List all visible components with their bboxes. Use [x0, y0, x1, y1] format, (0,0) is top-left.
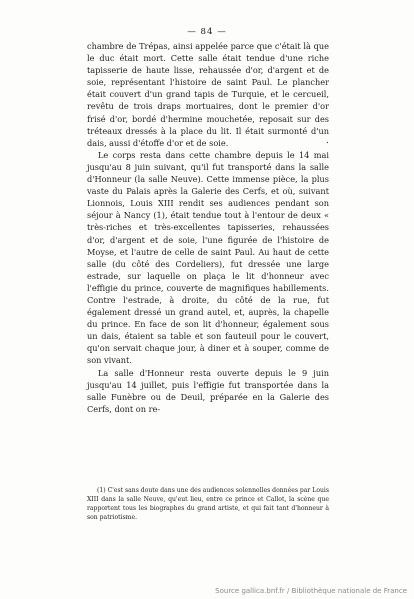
paragraph-2: Le corps resta dans cette chambre depuis le 14 mai jusqu'au 8 juin suivant, qu'il fut transporté dans la salle d'Honneur (la salle Neuve). Cette immense pièce, la plus vaste du Palais après la Galerie des Cerfs, et où, suivant Lionnois, Louis XIII rendit ses audiences pendant son séjour à Nancy (1), était tendue tout à l'entour de deux « très-riches et très-excellentes tapisseries, rehaussées d'or, d'argent et de soie, l'une figurée de l'histoire de Moyse, et l'autre de celle de saint Paul. Au haut de cette salle (du côté des Cordeliers), fut dressée une large estrade, sur laquelle on plaça le lit d'honneur avec l'effigie du prince, couverte de magnifiques habillements. Contre l'estrade, à droite, du côté de la rue, fut également dressé un grand autel, et, auprès, la chapelle du prince. En face de son lit d'honneur, également sous un dais, étaient sa table et son fauteuil pour le couvert, qu'on servait chaque jour, à diner et à souper, comme de son vivant. — [87, 149, 329, 366]
source-credit: Source gallica.bnf.fr / Bibliothèque nationale de France — [215, 587, 407, 595]
main-text — [87, 40, 329, 415]
footnote-1: (1) C'est sans doute dans une des audiences solennelles données par Louis XIII dans la salle Neuve, qu'eut lieu, entre ce prince et Callot, la scène que rapportent tous les biographes du grand artiste, et qui fait tant d'honneur à son patriotisme. — [87, 487, 329, 521]
footnotes — [87, 487, 329, 523]
page-number: — 84 — — [187, 27, 227, 37]
margin-mark: . — [326, 136, 329, 146]
paragraph-1: chambre de Trépas, ainsi appelée parce que c'était là que le duc était mort. Cette salle était tendue d'une riche tapisserie de haute lisse, rehaussée d'or, d'argent et de soie, représentant l'histoire de saint Paul. Le plancher était couvert d'un grand tapis de Turquie, et le cercueil, revêtu de trois draps mortuaires, dont le premier d'or frisé d'or, bordé d'hermine mouchetée, reposait sur des tréteaux dressés à la place du lit. Il était surmonté d'un dais, aussi d'étoffe d'or et de soie. — [87, 41, 329, 148]
paragraph-3: La salle d'Honneur resta ouverte depuis le 9 juin jusqu'au 14 juillet, puis l'effigie fut transportée dans la salle Funèbre ou de Deuil, préparée en la Galerie des Cerfs, dont on re- — [87, 367, 329, 414]
